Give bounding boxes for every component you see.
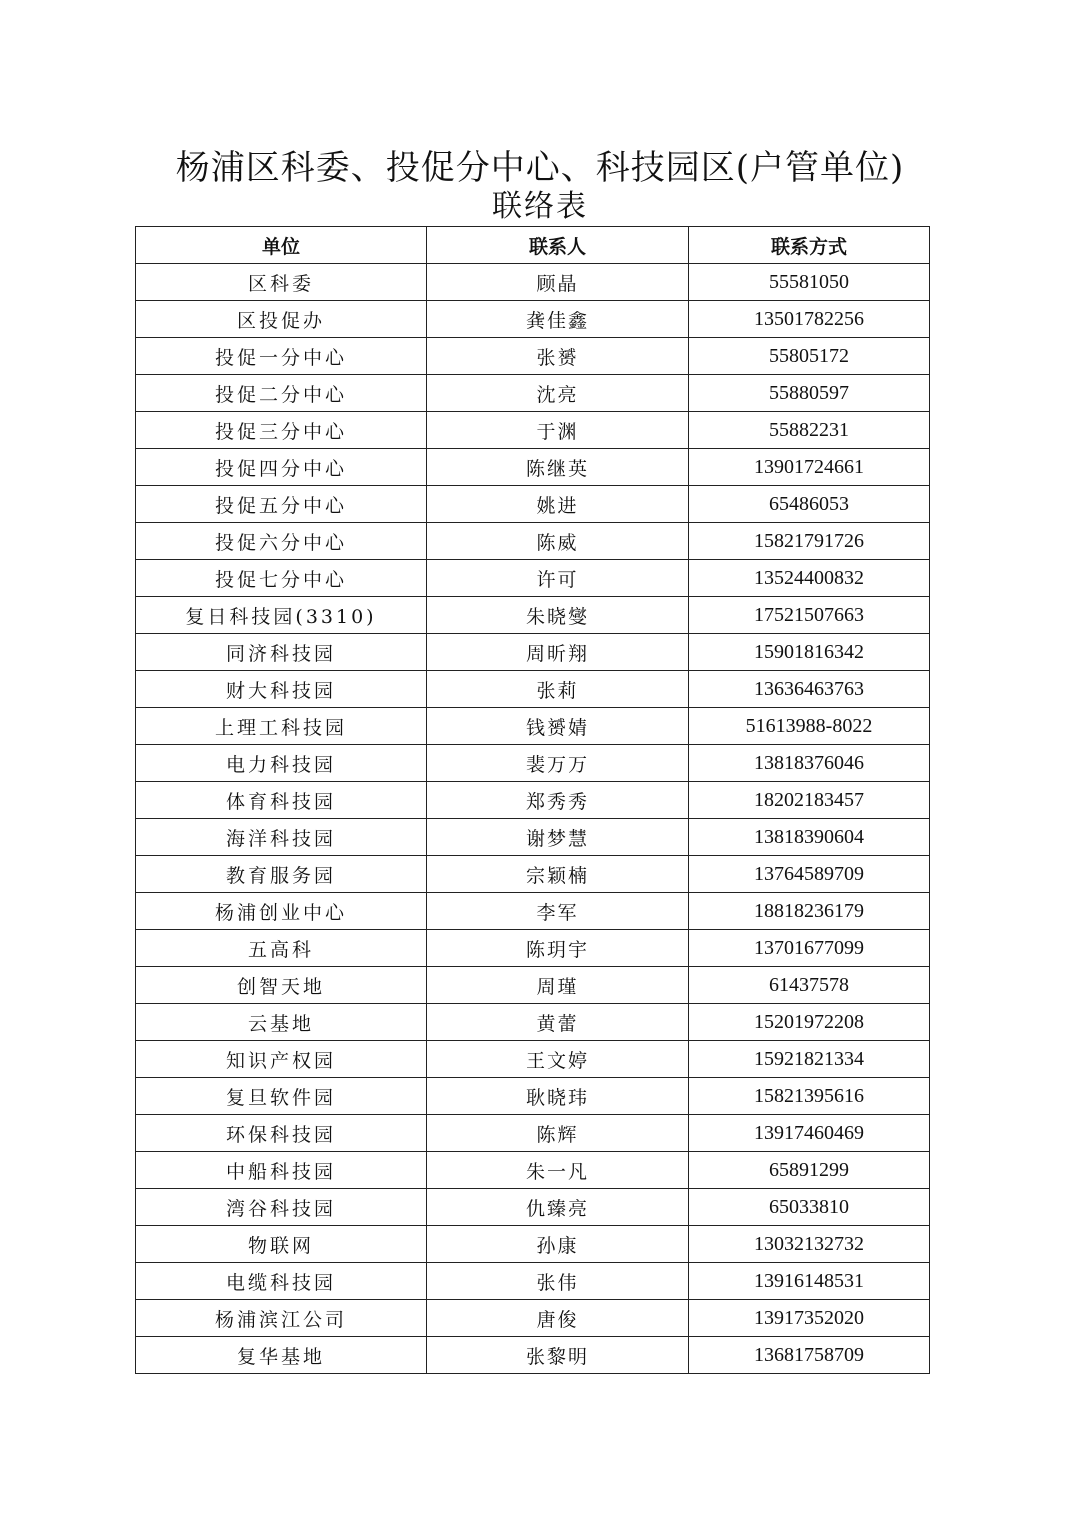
phone-cell: 51613988-8022: [689, 708, 930, 745]
contact-person-cell: 陈辉: [427, 1115, 689, 1152]
phone-cell: 13917460469: [689, 1115, 930, 1152]
contact-person-cell: 沈亮: [427, 375, 689, 412]
contact-person-cell: 龚佳鑫: [427, 301, 689, 338]
table-row: [136, 1226, 930, 1263]
unit-cell: 中船科技园: [136, 1152, 427, 1189]
unit-cell: 杨浦创业中心: [136, 893, 427, 930]
unit-cell: 投促七分中心: [136, 560, 427, 597]
table-row: [136, 967, 930, 1004]
table-row: [136, 930, 930, 967]
unit-cell: 投促三分中心: [136, 412, 427, 449]
phone-cell: 65891299: [689, 1152, 930, 1189]
contact-person-cell: 陈继英: [427, 449, 689, 486]
table-header-row: [136, 227, 930, 264]
contact-person-cell: 周昕翔: [427, 634, 689, 671]
unit-cell: 投促四分中心: [136, 449, 427, 486]
phone-cell: 13501782256: [689, 301, 930, 338]
table-row: [136, 819, 930, 856]
unit-cell: 杨浦滨江公司: [136, 1300, 427, 1337]
phone-cell: 13524400832: [689, 560, 930, 597]
contact-person-cell: 于渊: [427, 412, 689, 449]
table-row: [136, 745, 930, 782]
contact-person-cell: 顾晶: [427, 264, 689, 301]
table-row: [136, 301, 930, 338]
contact-person-cell: 仇臻亮: [427, 1189, 689, 1226]
unit-cell: 体育科技园: [136, 782, 427, 819]
table-row: [136, 486, 930, 523]
table-row: [136, 1152, 930, 1189]
unit-cell: 投促六分中心: [136, 523, 427, 560]
unit-cell: 教育服务园: [136, 856, 427, 893]
contact-person-cell: 陈威: [427, 523, 689, 560]
document-title: 杨浦区科委、投促分中心、科技园区(户管单位): [175, 148, 905, 188]
phone-cell: 55805172: [689, 338, 930, 375]
unit-cell: 投促一分中心: [136, 338, 427, 375]
phone-cell: 15821791726: [689, 523, 930, 560]
table-row: [136, 560, 930, 597]
phone-cell: 55581050: [689, 264, 930, 301]
contact-person-cell: 耿晓玮: [427, 1078, 689, 1115]
unit-cell: 投促五分中心: [136, 486, 427, 523]
phone-cell: 13032132732: [689, 1226, 930, 1263]
table-row: [136, 1300, 930, 1337]
contact-person-cell: 唐俊: [427, 1300, 689, 1337]
table-row: [136, 634, 930, 671]
contact-person-cell: 钱赟婧: [427, 708, 689, 745]
table-row: [136, 893, 930, 930]
unit-cell: 创智天地: [136, 967, 427, 1004]
contact-person-cell: 王文婷: [427, 1041, 689, 1078]
contact-table: [135, 226, 930, 1374]
contact-person-cell: 郑秀秀: [427, 782, 689, 819]
phone-cell: 61437578: [689, 967, 930, 1004]
unit-cell: 投促二分中心: [136, 375, 427, 412]
phone-cell: 13681758709: [689, 1337, 930, 1374]
contact-person-cell: 裴万万: [427, 745, 689, 782]
unit-cell: 湾谷科技园: [136, 1189, 427, 1226]
phone-cell: 55882231: [689, 412, 930, 449]
unit-cell: 区科委: [136, 264, 427, 301]
contact-person-cell: 张黎明: [427, 1337, 689, 1374]
phone-cell: 13764589709: [689, 856, 930, 893]
header-contact-method: 联系方式: [689, 227, 930, 264]
phone-cell: 15821395616: [689, 1078, 930, 1115]
unit-cell: 物联网: [136, 1226, 427, 1263]
unit-cell: 环保科技园: [136, 1115, 427, 1152]
contact-person-cell: 周瑾: [427, 967, 689, 1004]
table-row: [136, 1263, 930, 1300]
phone-cell: 15921821334: [689, 1041, 930, 1078]
unit-cell: 区投促办: [136, 301, 427, 338]
contact-person-cell: 宗颖楠: [427, 856, 689, 893]
table-row: [136, 708, 930, 745]
phone-cell: 15901816342: [689, 634, 930, 671]
unit-cell: 同济科技园: [136, 634, 427, 671]
table-row: [136, 375, 930, 412]
table-row: [136, 1337, 930, 1374]
table-body: [136, 264, 930, 1374]
unit-cell: 五高科: [136, 930, 427, 967]
phone-cell: 18818236179: [689, 893, 930, 930]
table-row: [136, 264, 930, 301]
contact-person-cell: 陈玥宇: [427, 930, 689, 967]
contact-person-cell: 张莉: [427, 671, 689, 708]
phone-cell: 13818376046: [689, 745, 930, 782]
header-contact-person: 联系人: [427, 227, 689, 264]
table-row: [136, 597, 930, 634]
table-row: [136, 449, 930, 486]
contact-person-cell: 张赟: [427, 338, 689, 375]
contact-person-cell: 许可: [427, 560, 689, 597]
table-row: [136, 523, 930, 560]
table-row: [136, 1078, 930, 1115]
table-row: [136, 1041, 930, 1078]
phone-cell: 13901724661: [689, 449, 930, 486]
unit-cell: 云基地: [136, 1004, 427, 1041]
unit-cell: 财大科技园: [136, 671, 427, 708]
contact-person-cell: 黄蕾: [427, 1004, 689, 1041]
table-row: [136, 782, 930, 819]
table-row: [136, 1115, 930, 1152]
unit-cell: 电力科技园: [136, 745, 427, 782]
contact-person-cell: 谢梦慧: [427, 819, 689, 856]
phone-cell: 17521507663: [689, 597, 930, 634]
unit-cell: 复日科技园(3310): [136, 597, 427, 634]
phone-cell: 13818390604: [689, 819, 930, 856]
unit-cell: 上理工科技园: [136, 708, 427, 745]
unit-cell: 复华基地: [136, 1337, 427, 1374]
table-row: [136, 338, 930, 375]
phone-cell: 18202183457: [689, 782, 930, 819]
phone-cell: 15201972208: [689, 1004, 930, 1041]
unit-cell: 知识产权园: [136, 1041, 427, 1078]
table-row: [136, 1004, 930, 1041]
contact-person-cell: 朱一凡: [427, 1152, 689, 1189]
unit-cell: 电缆科技园: [136, 1263, 427, 1300]
contact-person-cell: 李军: [427, 893, 689, 930]
phone-cell: 13916148531: [689, 1263, 930, 1300]
table-row: [136, 412, 930, 449]
phone-cell: 65486053: [689, 486, 930, 523]
header-unit: 单位: [136, 227, 427, 264]
table-row: [136, 671, 930, 708]
unit-cell: 海洋科技园: [136, 819, 427, 856]
unit-cell: 复旦软件园: [136, 1078, 427, 1115]
contact-person-cell: 朱晓燮: [427, 597, 689, 634]
contact-person-cell: 张伟: [427, 1263, 689, 1300]
document-subtitle: 联络表: [492, 189, 588, 224]
phone-cell: 13701677099: [689, 930, 930, 967]
phone-cell: 13917352020: [689, 1300, 930, 1337]
phone-cell: 65033810: [689, 1189, 930, 1226]
phone-cell: 55880597: [689, 375, 930, 412]
table-row: [136, 1189, 930, 1226]
contact-person-cell: 孙康: [427, 1226, 689, 1263]
table-row: [136, 856, 930, 893]
contact-person-cell: 姚进: [427, 486, 689, 523]
phone-cell: 13636463763: [689, 671, 930, 708]
